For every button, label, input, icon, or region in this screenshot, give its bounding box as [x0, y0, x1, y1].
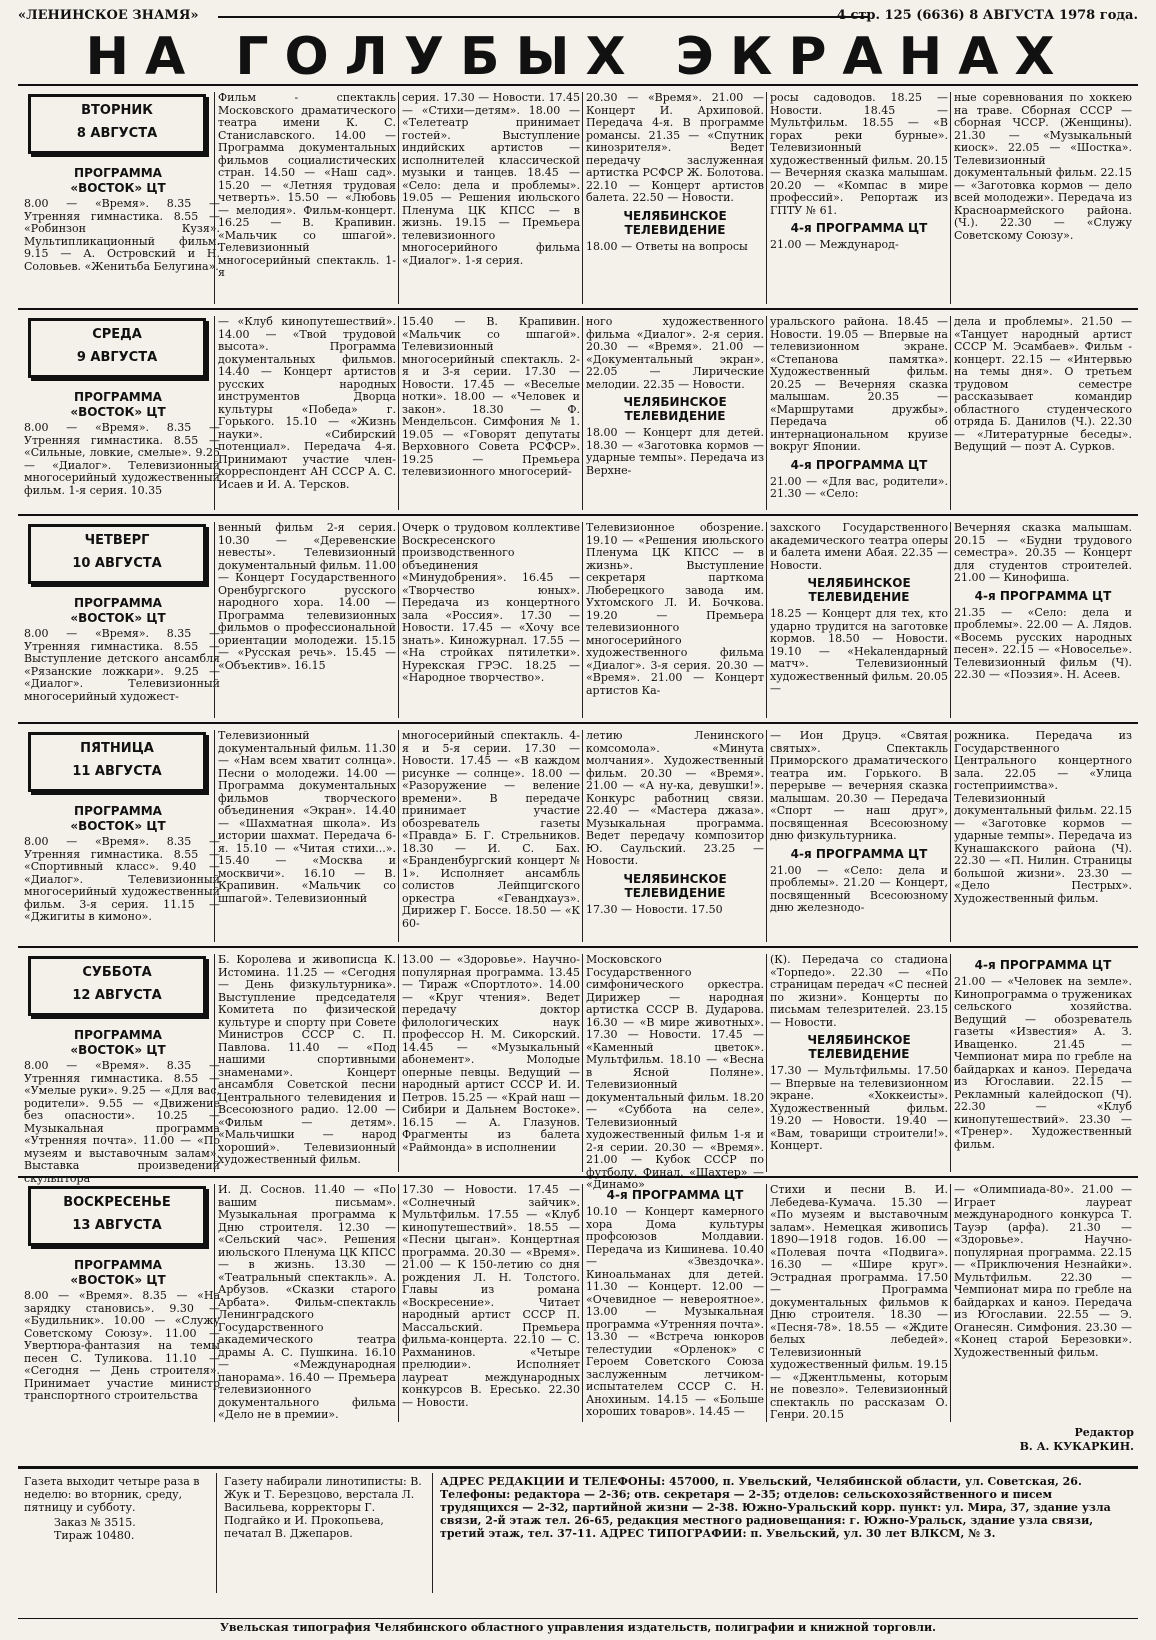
- listing-column: [218, 522, 396, 720]
- listing-text: 21.35 — «Село: дела и проблемы». 22.00 — А. Лядов. «Восемь русских народных песен». 22.15 — «Новоселье». Телевизионный фильм (Ч). 22.30 — «Поэзия». Н. Асеев.: [954, 605, 1132, 681]
- masthead: [18, 8, 1138, 24]
- day-name: ВОСКРЕСЕНЬЕ: [63, 1195, 171, 1210]
- column-divider: [214, 730, 215, 942]
- paper-name: «ЛЕНИНСКОЕ ЗНАМЯ»: [18, 8, 199, 23]
- column-divider: [214, 954, 215, 1172]
- lead-listing: 8.00 — «Время». 8.35 — Утренняя гимнастика. 8.55 — Выступление детского ансамбля «Рязанские ложкари». 9.25 — «Диалог». Телевизионный многосерийный художест-: [24, 627, 220, 703]
- listing-column: [770, 522, 948, 720]
- day-date: 13 АВГУСТА: [72, 1218, 162, 1233]
- listing-text: 18.00 — Концерт для детей. 18.30 — «Заготовка кормов — ударные темпы». Передача из Верхне-: [586, 426, 764, 477]
- listing-text: — «Клуб кинопутешествий». 14.00 — «Твой трудовой высота». Программа документальных фильмов. 14.40 — Концерт артистов русских народных инструментов Дворца культуры «Победа» г. Горького. 15.10 — «Жизнь науки». «Сибирский потенциал». Передача 4-я. Принимают участие член-корреспондент АН СССР А. С. Исаев и И. А. Терсков.: [218, 315, 396, 491]
- column-divider: [398, 522, 399, 718]
- channel-subheading: 4-я ПРОГРАММА ЦТ: [790, 221, 928, 235]
- listing-text: Б. Королева и живописца К. Истомина. 11.25 — «Сегодня — День физкультурника». Выступление председателя Комитета по физической культуре и спорту при Совете Министров СССР С. П. Павлова. 11.40 — «Под нашими спортивными знаменами». Концерт ансамбля Советской песни Центрального телевидения и Всесоюзного радио. 12.00 — «Фильм — детям». «Мальчишки — народ хороший». Телевизионный художественный фильм.: [218, 953, 396, 1166]
- day-header: [28, 524, 206, 584]
- day-name: ВТОРНИК: [81, 103, 153, 118]
- program-heading-line: «ВОСТОК» ЦТ: [70, 611, 166, 625]
- listing-text: Телевизионный документальный фильм. 11.30 — «Нам всем хватит солнца». Песни о молодежи. 14.00 — Программа документальных фильмов творческого объединения «Экран». 14.40 — «Шахматная школа». Из истории шахмат. Передача 6-я. 15.10 — «Читая стихи...». 15.40 — «Москва и москвичи». 16.10 — В. Крапивин. «Мальчик со шпагой». Телевизионный: [218, 729, 396, 905]
- listing-text: 21.00 — «Для вас, родители». 21.30 — «Село:: [770, 474, 948, 500]
- channel-subheading: 4-я ПРОГРАММА ЦТ: [974, 958, 1112, 972]
- day-date: 9 АВГУСТА: [76, 350, 158, 365]
- day-header: [28, 94, 206, 154]
- column-divider: [950, 316, 951, 510]
- listing-column: [218, 1184, 396, 1424]
- listing-column: [954, 954, 1132, 1174]
- editor-label: Редактор: [1074, 1426, 1134, 1439]
- channel-subheading: 4-я ПРОГРАММА ЦТ: [790, 846, 928, 861]
- program-heading-line: ПРОГРАММА: [74, 390, 162, 404]
- footer-order: Заказ № 3515.: [54, 1516, 136, 1529]
- program-heading: [18, 1258, 218, 1288]
- day-section: [18, 722, 1138, 948]
- footer-divider: [216, 1473, 217, 1593]
- day-header: [28, 732, 206, 792]
- column-divider: [214, 316, 215, 510]
- column-divider: [950, 954, 951, 1172]
- program-heading: [18, 1028, 218, 1058]
- column-divider: [950, 1184, 951, 1422]
- listing-text: ные соревнования по хоккею на траве. Сборная СССР — сборная ЧССР. (Женщины). 21.30 — «Музыкальный киоск». 22.05 — «Шостка». Телевизионный документальный фильм. 22.15 — «Заготовка кормов — дело всей молодежи». Передача из Красноармейского района. (Ч.). 22.30 — «Служу Советскому Союзу».: [954, 91, 1132, 242]
- day-date: 8 АВГУСТА: [76, 126, 158, 141]
- listing-column: [402, 522, 580, 720]
- program-heading-line: ПРОГРАММА: [74, 1258, 162, 1272]
- day-date: 10 АВГУСТА: [72, 556, 162, 571]
- listing-column: [954, 522, 1132, 720]
- program-heading-line: «ВОСТОК» ЦТ: [70, 1273, 166, 1287]
- listing-column: [770, 1184, 948, 1424]
- column-divider: [766, 954, 767, 1172]
- listing-text: многосерийный спектакль. 4-я и 5-я серии. 17.30 — Новости. 17.45 — «В каждом рисунке — солнце». 18.00 — «Разоружение — веление времени». В передаче принимает участие обозреватель газеты «Правда» Б. Г. Стрельников. 18.30 — И. С. Бах. «Бранденбургский концерт № 1». Исполняет ансамбль солистов Лейпцигского оркестра «Гевандхауз». Дирижер Г. Боссе. 18.50 — «К 60-: [402, 729, 580, 930]
- listing-column: [586, 1184, 764, 1424]
- listing-text: 13.00 — «Здоровье». Научно-популярная программа. 13.45 — Тираж «Спортлото». 14.00 — «Круг чтения». Ведет передачу доктор филологических наук профессор Н. М. Сикорский. 14.45 — «Музыкальный абонемент». Молодые оперные певцы. Ведущий — народный артист СССР И. И. Петров. 15.25 — «Край наш — Сибири и Дальнем Востоке». 16.15 — А. Глазунов. Фрагменты из балета «Раймонда» в исполнении: [402, 953, 580, 1154]
- day-date: 12 АВГУСТА: [72, 988, 162, 1003]
- program-heading-line: ПРОГРАММА: [74, 804, 162, 818]
- column-divider: [582, 316, 583, 510]
- channel-subheading: ЧЕЛЯБИНСКОЕ ТЕЛЕВИДЕНИЕ: [623, 395, 727, 423]
- editor-name: В. А. КУКАРКИН.: [1019, 1440, 1134, 1453]
- column-divider: [398, 316, 399, 510]
- column-divider: [398, 730, 399, 942]
- column-divider: [766, 92, 767, 304]
- channel-subheading: ЧЕЛЯБИНСКОЕ ТЕЛЕВИДЕНИЕ: [807, 576, 911, 604]
- channel-subheading: ЧЕЛЯБИНСКОЕ ТЕЛЕВИДЕНИЕ: [623, 208, 727, 237]
- listing-text: Московского Государственного симфонического оркестра. Дирижер — народная артистка СССР В. Дударова. 16.30 — «В мире животных». 17.30 — Новости. 17.45 — «Каменный цветок». Мультфильм. 18.10 — «Весна в Ясной Поляне». Телевизионный документальный фильм. 18.20 — «Суббота на селе». Телевизионный художественный фильм 1-я и 2-я серии. 20.30 — «Время». 21.00 — Кубок СССР по футболу. Финал. «Шахтер» — «Динамо»: [586, 953, 764, 1191]
- footer-staff: Газету набирали линотиписты: В. Жук и Т. Березцово, верстала Л. Васильева, корректоры Г. Подгайко и И. Прокопьева, печатал В. Джепаров.: [224, 1475, 422, 1540]
- printing-imprint: Увельская типография Челябинского областного управления издательств, полиграфии и книжной торговли.: [18, 1618, 1138, 1634]
- footer-frequency: Газета выходит четыре раза в неделю: во вторник, среду, пятницу и субботу.: [24, 1475, 200, 1514]
- listing-text: (К). Передача со стадиона «Торпедо». 22.30 — «По страницам передач «С песней по жизни». Концерты по письмам телезрителей. 23.15 — Новости.: [770, 953, 948, 1029]
- listing-text: Вечерняя сказка малышам. 20.15 — «Будни трудового семестра». 20.35 — Концерт для студентов строителей. 21.00 — Кинофиша.: [954, 521, 1132, 584]
- listing-column: [218, 730, 396, 944]
- day-header: [28, 318, 206, 378]
- day-section: [18, 84, 1138, 310]
- listing-text: — Ион Друцэ. «Святая святых». Спектакль Приморского драматического театра им. Горького. В перерыве — вечерняя сказка малышам. 20.30 — Передача «Спорт — наш друг», посвященная Всесоюзному дню физкультурника.: [770, 729, 948, 842]
- newspaper-page: [18, 8, 1138, 1634]
- listing-column: [954, 730, 1132, 944]
- lead-listing: 8.00 — «Время». 8.35 — Утренняя гимнастика. 8.55 — «Спортивный класс». 9.40 — «Диалог». Телевизионный многосерийный художественный фильм. 3-я серия. 11.15 — «Джигиты в кимоно».: [24, 835, 220, 923]
- page-title: НА ГОЛУБЫХ ЭКРАНАХ: [85, 27, 1071, 87]
- column-divider: [950, 92, 951, 304]
- column-divider: [214, 522, 215, 718]
- column-divider: [398, 1184, 399, 1422]
- day-name: СУББОТА: [82, 965, 152, 980]
- column-divider: [950, 730, 951, 942]
- program-heading: [18, 596, 218, 626]
- column-divider: [766, 1184, 767, 1422]
- listing-text: Телевизионное обозрение. 19.10 — «Решения июльского Пленума ЦК КПСС — в жизнь». Выступление секретаря парткома Люберецкого завода им. Ухтомского Л. И. Бочкова. 19.20 — Премьера телевизионного многосерийного художественного фильма «Диалог». 3-я серия. 20.30 — «Время». 21.00 — Концерт артистов Ка-: [586, 521, 764, 697]
- column-divider: [398, 92, 399, 304]
- listing-column: [218, 316, 396, 512]
- footer-address: АДРЕС РЕДАКЦИИ И ТЕЛЕФОНЫ: 457000, п. Увельский, Челябинской области, ул. Советская, 26. Телефоны: редактора — 2-36; отв. секретаря — 2-35; отделов: сельскохозяйственного и писем трудящихся — 2-32, партийной жизни — 2-38. Южно-Уральский корр. пункт: ул. Мира, 37, здание узла связи, 2-й этаж тел. 26-65, редакция местного радиовещания: г. Южно-Уральск, здание узла связи, третий этаж, тел. 37-11. АДРЕС ТИПОГРАФИИ: п. Увельский, ул. 30 лет ВЛКСМ, № 3.: [440, 1475, 1111, 1540]
- channel-subheading: ЧЕЛЯБИНСКОЕ ТЕЛЕВИДЕНИЕ: [807, 1033, 911, 1061]
- program-heading-line: ПРОГРАММА: [74, 1028, 162, 1042]
- program-heading: [18, 804, 218, 834]
- day-header: [28, 1186, 206, 1246]
- lead-listing: 8.00 — «Время». 8.35 — «На зарядку становись». 9.30 — «Будильник». 10.00 — «Служу Советскому Союзу». 11.00 — Увертюра-фантазия на темы песен С. Туликова. 11.10 — «Сегодня — День строителя». Принимает участие министр транспортного строительства: [24, 1289, 220, 1402]
- listing-text: 20.30 — «Время». 21.00 — Концерт И. Архиповой. Передача 4-я. В программе романсы. 21.35 — «Спутник кинозрителя». Ведет передачу заслуженная артистка РСФСР Ж. Болотова. 22.10 — Концерт артистов балета. 22.50 — Новости.: [586, 91, 764, 204]
- listing-column: [402, 92, 580, 306]
- listing-column: [770, 730, 948, 944]
- listing-column: [954, 1184, 1132, 1424]
- program-heading-line: «ВОСТОК» ЦТ: [70, 405, 166, 419]
- footer-schedule-info: [24, 1475, 208, 1542]
- listing-text: венный фильм 2-я серия. 10.30 — «Деревенские невесты». Телевизионный документальный фильм. 11.00 — Концерт Государственного Оренбургского русского народного хора. 14.00 — Программа телевизионных фильмов о профессиональной ориентации молодежи. 15.15 — «Русская речь». 15.45 — «Объектив». 16.15: [218, 521, 396, 672]
- listing-text: Стихи и песни В. И. Лебедева-Кумача. 15.30 — «По музеям и выставочным залам». Немецкая живопись 1890—1918 годов. 16.00 — «Полевая почта «Подвига». 16.30 — «Шире круг». Эстрадная программа. 17.50 — Программа документальных фильмов к Дню строителя. 18.30 — «Песня-78». 18.55 — «Ждите белых лебедей». Телевизионный художественный фильм. 19.15 — «Джентльмены, которым не повезло». Телевизионный спектакль по рассказам О. Генри. 20.15: [770, 1183, 948, 1421]
- program-heading-line: ПРОГРАММА: [74, 166, 162, 180]
- listing-column: [586, 522, 764, 720]
- program-heading-line: «ВОСТОК» ЦТ: [70, 819, 166, 833]
- masthead-rule: [218, 16, 868, 18]
- lead-listing: 8.00 — «Время». 8.35 — Утренняя гимнастика. 8.55 — «Робинзон Кузя». Мультипликационный фильм. 9.15 — А. Островский и Н. Соловьев. «Женитьба Белугина».: [24, 197, 220, 273]
- listing-column: [586, 730, 764, 944]
- day-name: ЧЕТВЕРГ: [84, 533, 150, 548]
- column-divider: [766, 316, 767, 510]
- day-date: 11 АВГУСТА: [72, 764, 162, 779]
- listing-text: захского Государственного академического театра оперы и балета имени Абая. 22.35 — Новости.: [770, 521, 948, 572]
- listing-column: [770, 316, 948, 512]
- listing-column: [218, 954, 396, 1174]
- day-name: СРЕДА: [92, 327, 142, 342]
- column-divider: [766, 730, 767, 942]
- listing-text: И. Д. Соснов. 11.40 — «По вашим письмам». Музыкальная программа к Дню строителя. 12.30 — «Сельский час». Решения июльского Пленума ЦК КПСС — в жизнь. 13.30 — «Театральный спектакль». А. Арбузов. «Сказки старого Арбата». Фильм-спектакль Ленинградского Государственного академического театра драмы А. С. Пушкина. 16.10 — «Международная панорама». 16.40 — Премьера телевизионного документального фильма «Дело не в премии».: [218, 1183, 396, 1421]
- footer: [18, 1466, 1138, 1617]
- column-divider: [582, 954, 583, 1172]
- column-divider: [214, 1184, 215, 1422]
- column-divider: [582, 1184, 583, 1422]
- program-heading: [18, 166, 218, 196]
- channel-subheading: 4-я ПРОГРАММА ЦТ: [790, 457, 928, 472]
- listing-text: 17.30 — Новости. 17.50: [586, 902, 723, 916]
- listing-text: 21.00 — «Человек на земле». Кинопрограмма о тружениках сельского хозяйства. Ведущий — обозреватель газеты «Известия» А. З. Иващенко. 21.45 — Чемпионат мира по гребле на байдарках и каноэ. Передача из Югославии. 22.15 — Рекламный калейдоскоп (Ч). 22.30 — «Клуб кинопутешествий». 23.30 — «Тренер». Художественный фильм.: [954, 975, 1132, 1151]
- listing-column: [586, 316, 764, 512]
- listing-column: [770, 92, 948, 306]
- listing-column: [954, 316, 1132, 512]
- listing-text: — «Олимпиада-80». 21.00 — Играет лауреат международного конкурса Т. Тауэр (арфа). 21.30 — «Здоровье». Научно-популярная программа. 22.15 — «Приключения Незнайки». Мультфильм. 22.30 — Чемпионат мира по гребле на байдарках и каноэ. Передача из Югославии. 22.55 — Э. Оганесян. Симфония. 23.30 — «Конец старой Березовки». Художественный фильм.: [954, 1183, 1132, 1359]
- column-divider: [582, 92, 583, 304]
- listing-text: Фильм - спектакль Московского драматического театра имени К. С. Станиславского. 14.00 — Программа документальных фильмов социалистических стран. 14.50 — «Наш сад». 15.20 — «Летняя трудовая четверть». 15.50 — «Любовь — мелодия». Фильм-концерт. 16.25 — В. Крапивин. «Мальчик со шпагой». Телевизионный многосерийный спектакль. 1-я: [218, 91, 396, 279]
- listing-text: 10.10 — Концерт камерного хора Дома культуры профсоюзов Молдавии. Передача из Кишинева. 10.40 — «Звездочка». Киноальманах для детей. 11.30 — Концерт. 12.00 — «Очевидное — невероятное». 13.00 — Музыкальная программа «Утренняя почта». 13.30 — «Встреча юнкоров телестудии «Орленок» с Героем Советского Союза заслуженным летчиком-испытателем СССР С. Н. Анохиным. 14.15 — «Больше хороших товаров». 14.45 —: [586, 1205, 764, 1418]
- listing-text: 21.00 — Международ-: [770, 238, 899, 251]
- day-section: [18, 946, 1138, 1191]
- listing-column: [402, 730, 580, 944]
- day-section: [18, 308, 1138, 516]
- program-heading-line: «ВОСТОК» ЦТ: [70, 1043, 166, 1057]
- day-section: [18, 1176, 1138, 1428]
- channel-subheading: 4-я ПРОГРАММА ЦТ: [974, 588, 1112, 603]
- footer-print-run: Тираж 10480.: [54, 1529, 135, 1542]
- listing-column: [770, 954, 948, 1174]
- channel-subheading: 4-я ПРОГРАММА ЦТ: [606, 1188, 744, 1202]
- listing-column: [218, 92, 396, 306]
- listing-text: серия. 17.30 — Новости. 17.45 — «Стихи—детям». 18.00 — «Телетеатр принимает гостей». Выступление индийских артистов — исполнителей классической музыки и танцев. 18.45 — «Село: дела и проблемы». 19.05 — Решения июльского Пленума ЦК КПСС — в жизнь. 19.15 — Премьера телевизионного многосерийного фильма «Диалог». 1-я серия.: [402, 91, 580, 267]
- listing-column: [402, 1184, 580, 1424]
- column-divider: [398, 954, 399, 1172]
- day-header: [28, 956, 206, 1016]
- lead-listing: 8.00 — «Время». 8.35 — Утренняя гимнастика. 8.55 — «Умелые руки». 9.25 — «Для вас, родители». 9.55 — «Движение без опасности». 10.25 — Музыкальная программа «Утренняя почта». 11.00 — «По музеям и выставочным залам». Выставка произведений скульптора: [24, 1059, 220, 1185]
- listing-text: 18.25 — Концерт для тех, кто ударно трудится на заготовке кормов. 18.50 — Новости. 19.10 — «Неkaлендарный матч». Телевизионный художественный фильм. 20.05 —: [770, 607, 948, 695]
- channel-subheading: ЧЕЛЯБИНСКОЕ ТЕЛЕВИДЕНИЕ: [623, 871, 727, 900]
- program-heading-line: ПРОГРАММА: [74, 596, 162, 610]
- listing-text: 17.30 — Мультфильмы. 17.50 — Впервые на телевизионном экране. «Хоккеисты». Художественный фильм. 19.20 — Новости. 19.40 — «Вам, товарищи строители!». Концерт.: [770, 1064, 948, 1152]
- listing-text: летию Ленинского комсомола». «Минута молчания». Художественный фильм. 20.30 — «Время». 21.00 — «А ну-ка, девушки!». Конкурс работниц связи. 22.40 — «Мастера джаза». Музыкальная программа. Ведет передачу композитор Ю. Саульский. 23.25 — Новости.: [586, 729, 764, 867]
- listing-column: [586, 953, 764, 1191]
- footer-divider: [432, 1473, 433, 1593]
- column-divider: [214, 92, 215, 304]
- day-section: [18, 514, 1138, 724]
- listing-text: дела и проблемы». 21.50 — «Танцует народный артист СССР М. Эсамбаев». Фильм - концерт. 22.15 — «Интервью на темы дня». О третьем трудовом семестре рассказывает командир областного студенческого отряда Б. Данилов (Ч.). 22.30 — «Литературные беседы». Ведущий — поэт А. Сурков.: [954, 315, 1132, 453]
- day-name: ПЯТНИЦА: [80, 741, 154, 756]
- column-divider: [582, 522, 583, 718]
- listing-text: рожника. Передача из Государственного Центрального концертного зала. 22.05 — «Улица гостеприимства». Телевизионный документальный фильм. 22.15 — «Заготовке кормов — ударные темпы». Передача из Кунашакского района (Ч). 22.30 — «П. Нилин. Страницы большой жизни». 23.30 — «Дело Пестрых». Художественный фильм.: [954, 729, 1132, 905]
- listing-column: [402, 954, 580, 1174]
- lead-listing: 8.00 — «Время». 8.35 — Утренняя гимнастика. 8.55 — «Сильные, ловкие, смелые». 9.25 — «Диалог». Телевизионный многосерийный художественный фильм. 1-я серия. 10.35: [24, 421, 220, 497]
- column-divider: [950, 522, 951, 718]
- column-divider: [582, 730, 583, 942]
- listing-text: росы садоводов. 18.25 — Новости. 18.45 — Мультфильм. 18.55 — «В горах реки бурные». Телевизионный художественный фильм. 20.15 — Вечерняя сказка малышам. 20.20 — «Компас в мире профессий». Репортаж из ГПТУ № 61.: [770, 91, 948, 217]
- column-divider: [766, 522, 767, 718]
- listing-text: 18.00 — Ответы на вопросы: [586, 239, 748, 253]
- listing-text: Очерк о трудовом коллективе Воскресенского производственного объединения «Минудобрения». 16.45 — «Творчество юных». Передача из концертного зала «Россия». 17.30 — Новости. 17.45 — «Хочу все знать». Киножурнал. 17.55 — «На стройках пятилетки». Нурекская ГРЭС. 18.25 — «Народное творчество».: [402, 521, 580, 684]
- listing-column: [954, 92, 1132, 306]
- program-heading-line: «ВОСТОК» ЦТ: [70, 181, 166, 195]
- listing-text: 21.00 — «Село: дела и проблемы». 21.20 — Концерт, посвященный Всесоюзному дню железнодо-: [770, 863, 948, 914]
- listing-column: [586, 92, 764, 306]
- listing-text: ного художественного фильма «Диалог». 2-я серия. 20.30 — «Время». 21.00 — «Документальный экран». 22.05 — Лирические мелодии. 22.35 — Новости.: [586, 315, 764, 391]
- listing-text: 15.40 — В. Крапивин. «Мальчик со шпагой». Телевизионный многосерийный спектакль. 2-я и 3-я серии. 17.30 — Новости. 17.45 — «Веселые нотки». 18.00 — «Человек и закон». 18.30 — Ф. Мендельсон. Симфония № 1. 19.05 — «Говорят депутаты Верховного Совета РСФСР». 19.25 — Премьера телевизионного многосерий-: [402, 315, 580, 478]
- editor-signature: [958, 1426, 1134, 1454]
- listing-text: 17.30 — Новости. 17.45 — «Солнечный зайчик». Мультфильм. 17.55 — «Клуб кинопутешествий». 18.55 — «Песни цыган». Концертная программа. 20.30 — «Время». 21.00 — К 150-летию со дня рождения Л. Н. Толстого. Главы из романа «Воскресение». Читает народный артист СССР П. Массальский. Премьера фильма-концерта. 22.10 — С. Рахманинов. «Четыре прелюдии». Исполняет лауреат международных конкурсов В. Ересько. 22.30 — Новости.: [402, 1183, 580, 1409]
- listing-column: [402, 316, 580, 512]
- issue-info: 4 стр. 125 (6636) 8 АВГУСТА 1978 года.: [836, 8, 1138, 23]
- program-heading: [18, 390, 218, 420]
- listing-text: уральского района. 18.45 — Новости. 19.05 — Впервые на телевизионном экране. «Степанова памятка». Художественный фильм. 20.25 — Вечерняя сказка малышам. 20.35 — «Маршрутами дружбы». Передача об интернациональном круизе вокруг Японии.: [770, 315, 948, 453]
